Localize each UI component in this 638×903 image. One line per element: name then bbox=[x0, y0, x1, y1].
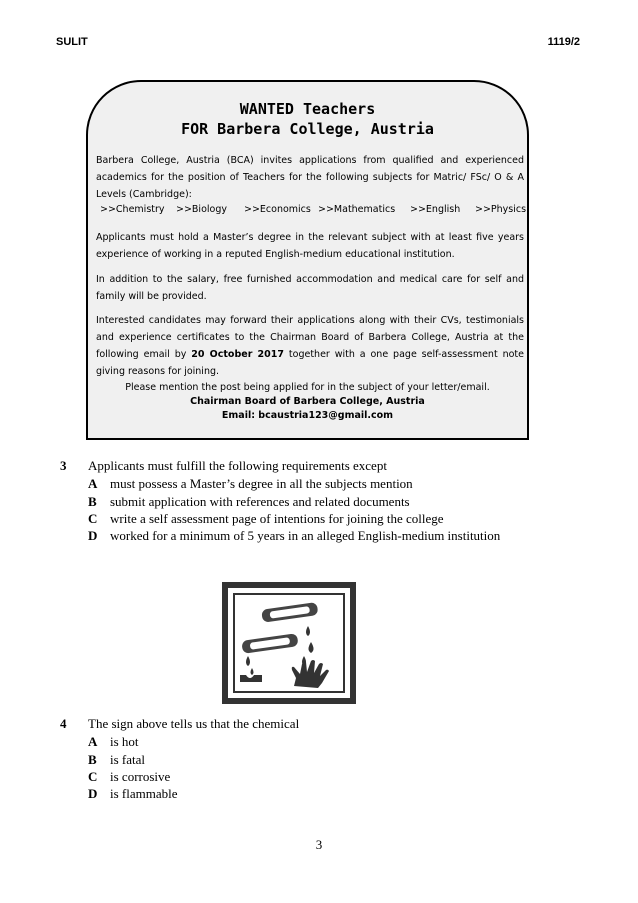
job-advertisement bbox=[86, 80, 529, 440]
option-d: D worked for a minimum of 5 years in an alleged English-medium institution bbox=[88, 528, 501, 543]
corrosive-hazard-icon bbox=[222, 582, 356, 704]
subject-item: >>English bbox=[410, 204, 461, 215]
subject-item: >>Chemistry bbox=[100, 204, 165, 215]
ad-title: WANTED Teachers bbox=[239, 100, 376, 118]
subject-item: >>Biology bbox=[176, 204, 227, 215]
option-d: D is flammable bbox=[88, 786, 178, 801]
header-left: SULIT bbox=[56, 36, 88, 48]
page-number: 3 bbox=[315, 837, 323, 852]
option-c: C write a self assessment page of intentions for joining the college bbox=[88, 511, 444, 526]
question-text: The sign above tells us that the chemical bbox=[88, 716, 300, 731]
question-number: 3 bbox=[60, 458, 67, 473]
ad-contact-name: Chairman Board of Barbera College, Austria bbox=[190, 396, 425, 407]
ad-requirement: Applicants must hold a Master’s degree in the relevant subject with at least five years experience of working in a reputed English-medium educational institution. bbox=[96, 232, 524, 260]
ad-intro: Barbera College, Austria (BCA) invites applications from qualified and experienced academics for the position of Teachers for the following subjects for Matric/ FSc/ O & A Levels (Cambridge): bbox=[96, 155, 524, 200]
subject-item: >>Economics bbox=[244, 204, 311, 215]
option-a: A is hot bbox=[88, 734, 139, 749]
header-right: 1119/2 bbox=[547, 36, 580, 48]
ad-contact-email: Email: bcaustria123@gmail.com bbox=[221, 410, 394, 421]
ad-subtitle: FOR Barbera College, Austria bbox=[181, 120, 434, 138]
subject-item: >>Mathematics bbox=[318, 204, 396, 215]
ad-benefits: In addition to the salary, free furnished accommodation and medical care for self and family will be provided. bbox=[96, 274, 524, 302]
question-number: 4 bbox=[60, 716, 67, 731]
option-a: A must possess a Master’s degree in all the subjects mention bbox=[88, 476, 413, 491]
ad-note: Please mention the post being applied for in the subject of your letter/email. bbox=[125, 382, 490, 393]
option-b: B is fatal bbox=[88, 752, 146, 767]
question-text: Applicants must fulfill the following requirements except bbox=[88, 458, 387, 473]
option-b: B submit application with references and related documents bbox=[88, 494, 410, 509]
option-c: C is corrosive bbox=[88, 769, 171, 784]
ad-application-instructions: Interested candidates may forward their applications along with their CVs, testimonials and experience certificates to the Chairman Board of Barbera College, Austria at the following email by 20 October 2017 together with a one page self-assessment note giving reasons for joining. bbox=[96, 315, 524, 377]
subject-item: >>Physics bbox=[475, 204, 527, 215]
ad-deadline: 20 October 2017 bbox=[191, 349, 284, 360]
